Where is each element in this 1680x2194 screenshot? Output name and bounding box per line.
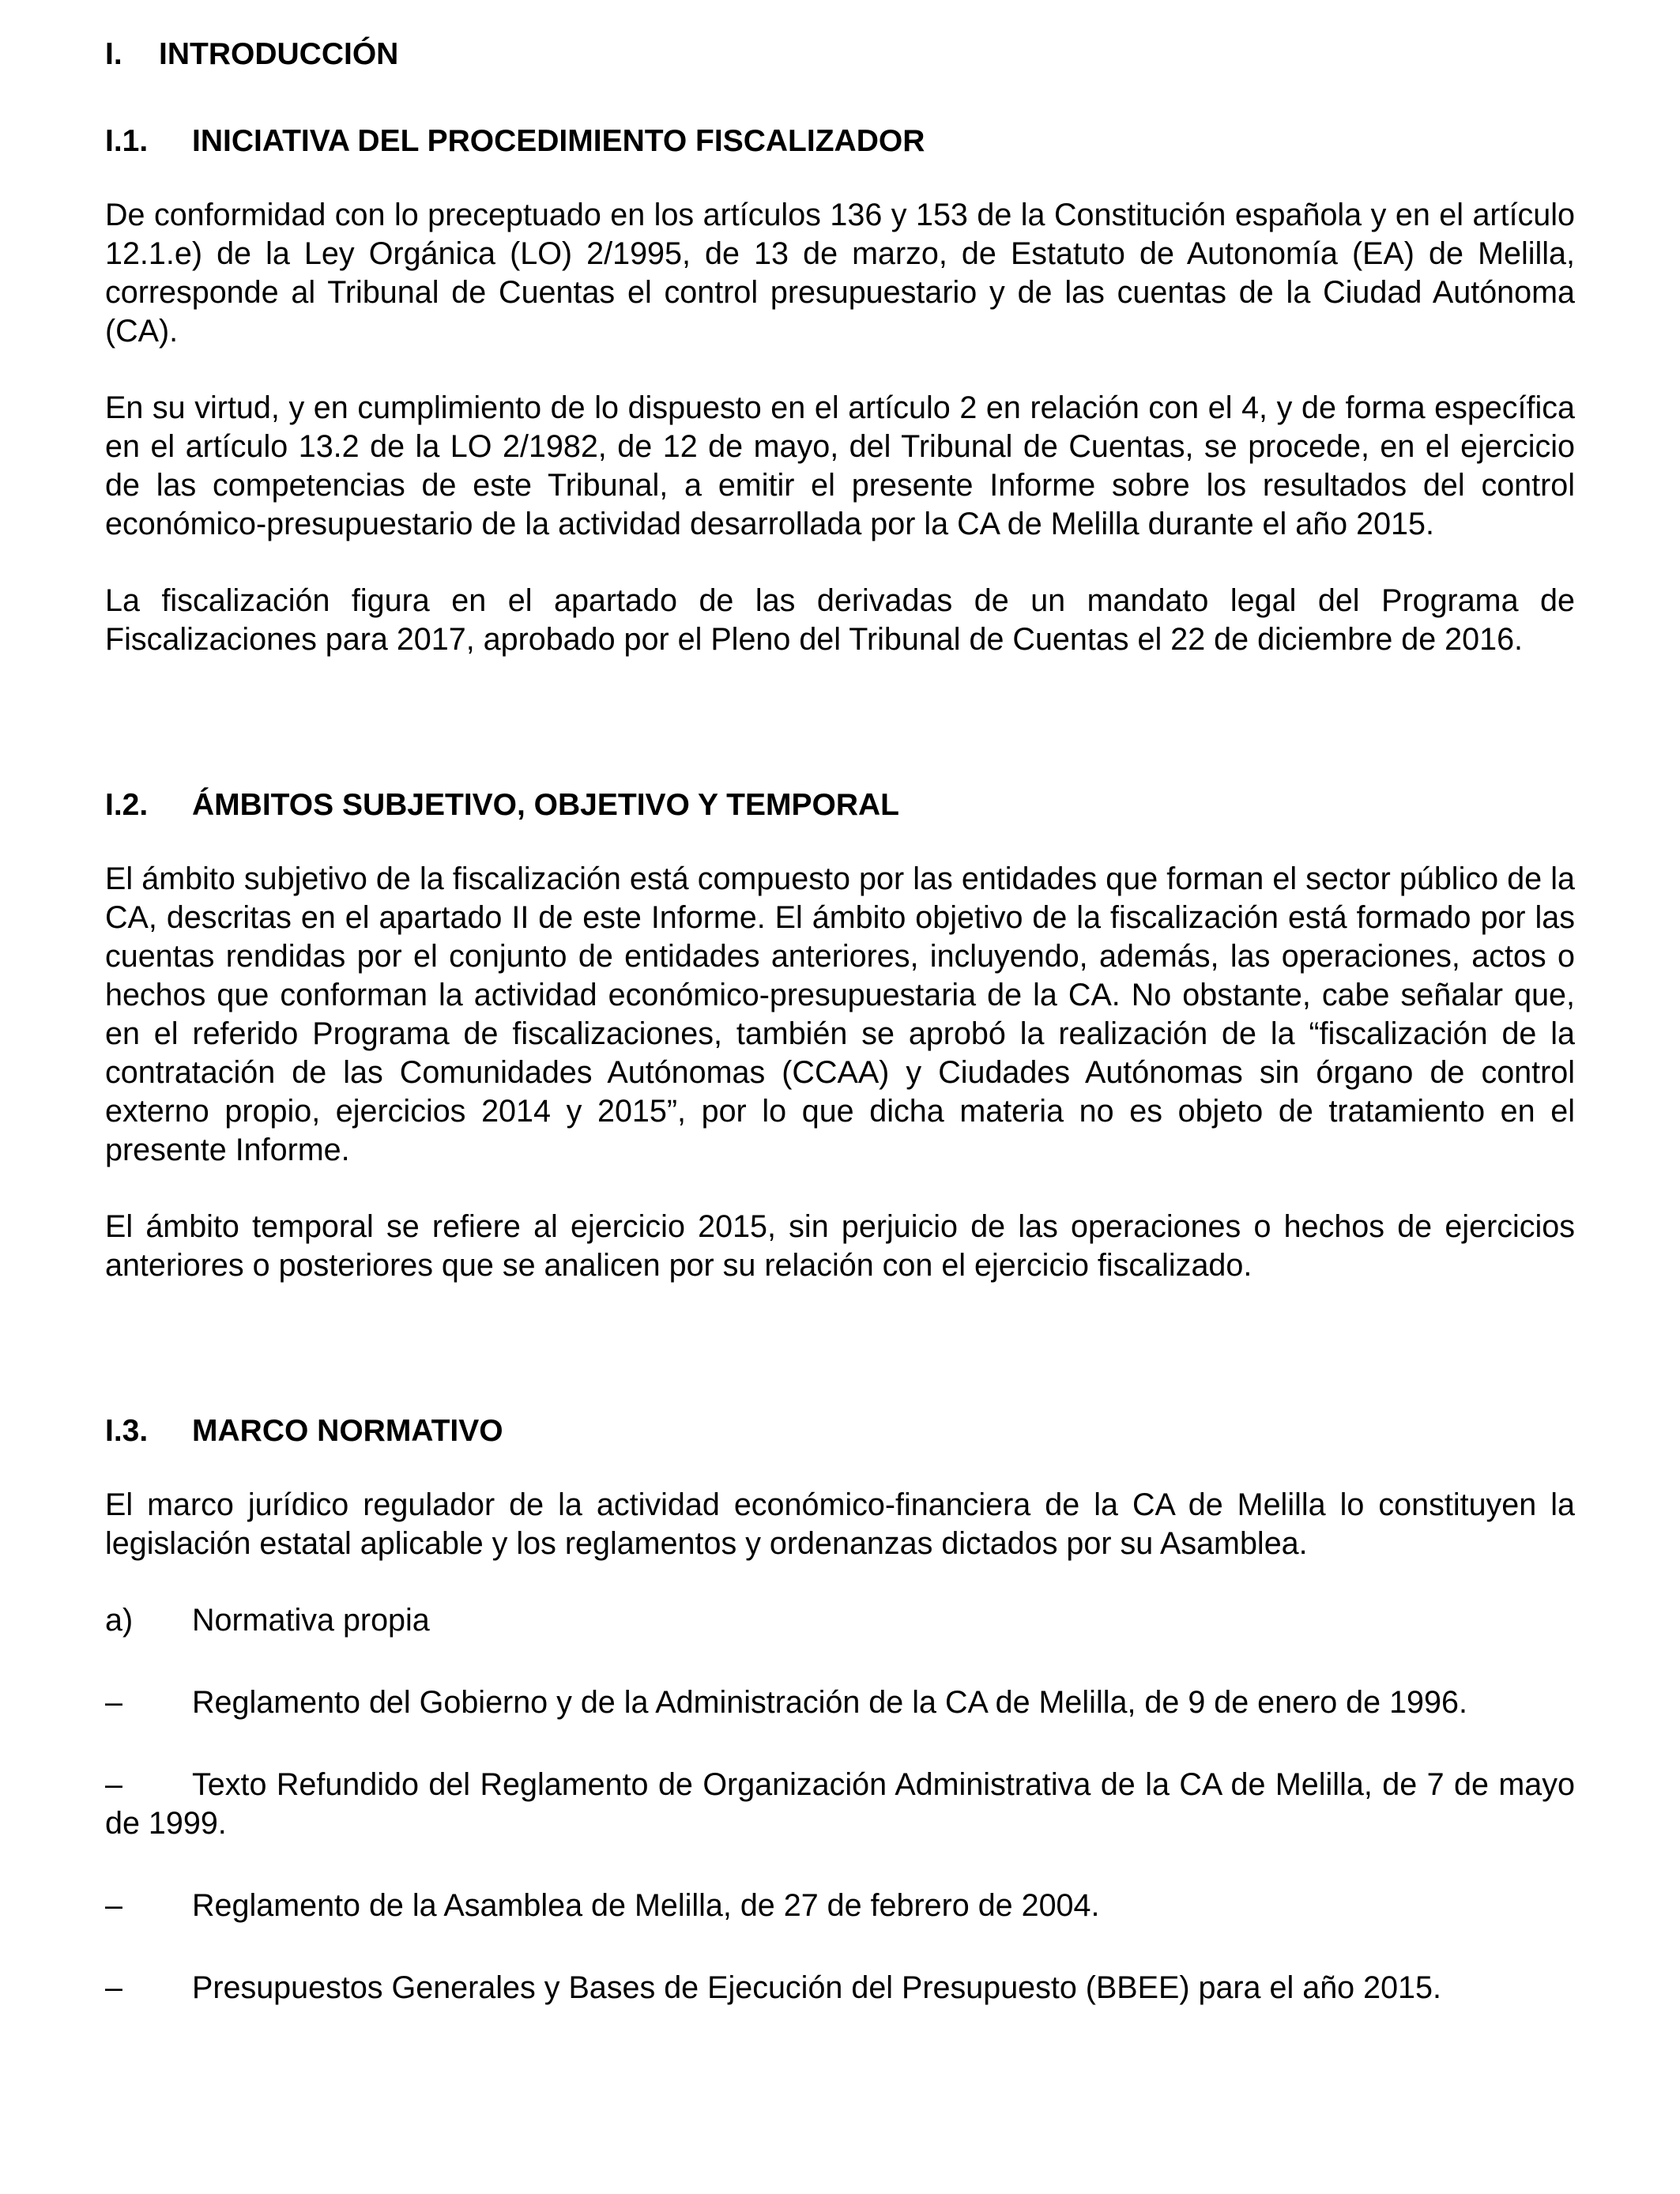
paragraph: El ámbito subjetivo de la fiscalización está compuesto por las entidades que forman el sector público de la CA, descritas en el apartado II de este Informe. El ámbito objetivo de la fiscalización está formado por las cuentas rendidas por el conjunto de entidades anteriores, incluyendo, además, las operaciones, actos o hechos que conforman la actividad económico-presupuestaria de la CA. No obstante, cabe señalar que, en el referido Programa de fiscalizaciones, también se aprobó la realización de la “fiscalización de la contratación de las Comunidades Autónomas (CCAA) y Ciudades Autónomas sin órgano de control externo propio, ejercicios 2014 y 2015”, por lo que dicha materia no es objeto de tratamiento en el presente Informe.	[105, 861, 1575, 1167]
dash-marker: –	[105, 1685, 122, 1720]
list-item	[105, 1887, 1575, 1925]
dash-marker: –	[105, 1888, 122, 1923]
subsection-heading-ambitos	[105, 786, 1575, 825]
list-item	[105, 1683, 1575, 1722]
subsection-number: I.2.	[105, 788, 149, 822]
list-item-text: Reglamento del Gobierno y de la Administración de la CA de Melilla, de 9 de enero de 1996.	[192, 1685, 1467, 1720]
subsection-number: I.1.	[105, 124, 149, 158]
list-item-text: Presupuestos Generales y Bases de Ejecución del Presupuesto (BBEE) para el año 2015.	[192, 1970, 1441, 2005]
paragraph: De conformidad con lo preceptuado en los artículos 136 y 153 de la Constitución española y en el artículo 12.1.e) de la Ley Orgánica (LO) 2/1995, de 13 de marzo, de Estatuto de Autonomía (EA) de Melilla, corresponde al Tribunal de Cuentas el control presupuestario y de las cuentas de la Ciudad Autónoma (CA).	[105, 198, 1575, 349]
dash-marker: –	[105, 1767, 122, 1802]
list-item-text: Reglamento de la Asamblea de Melilla, de 27 de febrero de 2004.	[192, 1888, 1100, 1923]
list-marker: a)	[105, 1603, 134, 1638]
list-item	[105, 1766, 1575, 1843]
list-subheading	[105, 1601, 1575, 1640]
paragraph: La fiscalización figura en el apartado de las derivadas de un mandato legal del Programa de Fiscalizaciones para 2017, aprobado por el Pleno del Tribunal de Cuentas el 22 de diciembre de 2016.	[105, 583, 1575, 657]
paragraph: En su virtud, y en cumplimiento de lo dispuesto en el artículo 2 en relación con el 4, y de forma específica en el artículo 13.2 de la LO 2/1982, de 12 de mayo, del Tribunal de Cuentas, se procede, en el ejercicio de las competencias de este Tribunal, a emitir el presente Informe sobre los resultados del control económico-presupuestario de la actividad desarrollada por la CA de Melilla durante el año 2015.	[105, 390, 1575, 541]
paragraph: El marco jurídico regulador de la actividad económico-financiera de la CA de Melilla lo constituyen la legislación estatal aplicable y los reglamentos y ordenanzas dictados por su Asamblea.	[105, 1487, 1575, 1561]
list-item	[105, 1969, 1575, 2007]
subsection-number: I.3.	[105, 1414, 149, 1448]
section-heading-introduccion	[105, 35, 1575, 74]
dash-marker: –	[105, 1970, 122, 2005]
subsection-title: MARCO NORMATIVO	[192, 1414, 503, 1448]
paragraph: El ámbito temporal se refiere al ejercicio 2015, sin perjuicio de las operaciones o hechos de ejercicios anteriores o posteriores que se analicen por su relación con el ejercicio fiscalizado.	[105, 1209, 1575, 1283]
section-number: I.	[105, 37, 122, 71]
section-title: INTRODUCCIÓN	[159, 37, 399, 71]
subsection-heading-marco-normativo	[105, 1412, 1575, 1451]
subsection-heading-iniciativa	[105, 122, 1575, 161]
document-page	[105, 35, 1575, 2051]
list-item-text: Texto Refundido del Reglamento de Organización Administrativa de la CA de Melilla, de 7 de mayo de 1999.	[105, 1767, 1575, 1841]
list-subheading-text: Normativa propia	[192, 1603, 430, 1638]
subsection-title: INICIATIVA DEL PROCEDIMIENTO FISCALIZADOR	[192, 124, 925, 158]
subsection-title: ÁMBITOS SUBJETIVO, OBJETIVO Y TEMPORAL	[192, 788, 899, 822]
